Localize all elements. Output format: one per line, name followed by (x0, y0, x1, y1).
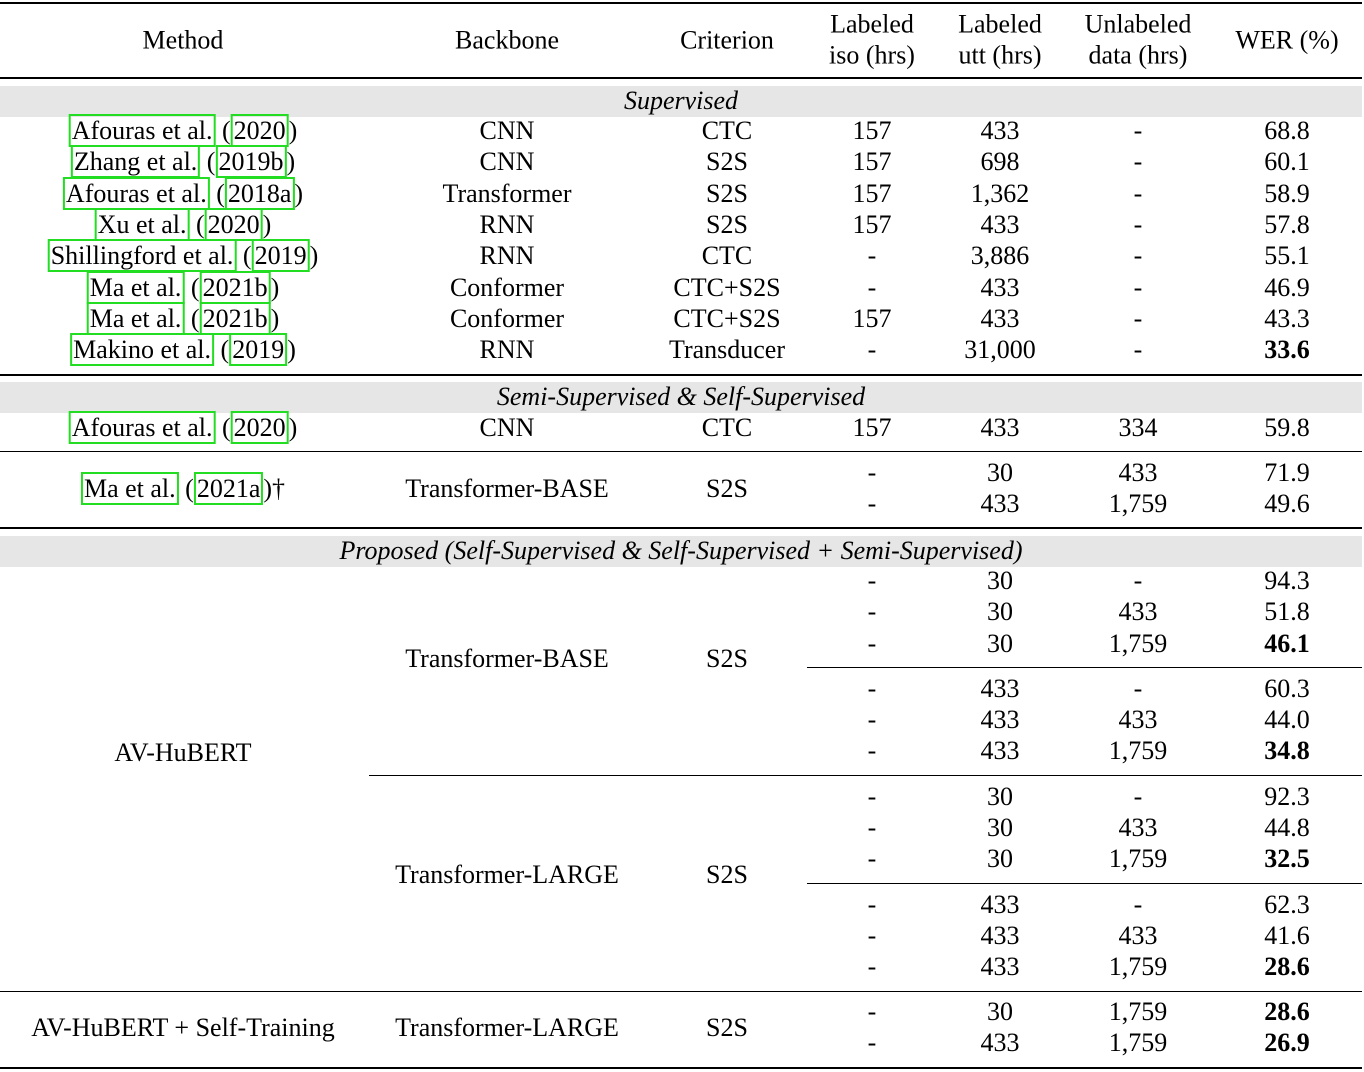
backbone-cell: CNN (479, 116, 535, 145)
backbone-cell: RNN (479, 241, 535, 270)
wer-cell: 57.8 (1264, 210, 1310, 239)
labeled-iso-cell: - (867, 566, 877, 595)
header-labeled-iso: Labeled (830, 9, 914, 39)
method-cell: AV-HuBERT + Self-Training (31, 1013, 335, 1042)
citation-author-link[interactable]: Afouras et al. (69, 411, 216, 444)
unlabeled-data-cell: - (1133, 782, 1143, 811)
citation-year-link[interactable]: 2020 (231, 114, 289, 147)
method-citation: Ma et al. ( 2021b ) (87, 304, 280, 334)
wer-cell: 32.5 (1264, 844, 1310, 873)
header-unlabeled-unit: data (hrs) (1088, 40, 1188, 70)
labeled-utt-cell: 30 (987, 458, 1013, 487)
wer-cell: 28.6 (1264, 997, 1310, 1026)
citation-author-link[interactable]: Shillingford et al. (48, 239, 237, 272)
wer-cell: 34.8 (1264, 736, 1310, 765)
header-backbone: Backbone (455, 25, 559, 55)
header-labeled-utt-unit: utt (hrs) (958, 40, 1042, 70)
labeled-utt-cell: 433 (980, 921, 1020, 950)
backbone-cell: Conformer (449, 273, 565, 302)
labeled-iso-cell: - (867, 597, 877, 626)
wer-cell: 44.8 (1264, 813, 1310, 842)
labeled-iso-cell: 157 (852, 147, 892, 176)
unlabeled-data-cell: - (1133, 241, 1143, 270)
labeled-utt-cell: 31,000 (964, 335, 1036, 364)
backbone-cell: RNN (479, 210, 535, 239)
labeled-utt-cell: 3,886 (970, 241, 1030, 270)
labeled-iso-cell: - (867, 782, 877, 811)
wer-cell: 46.9 (1264, 273, 1310, 302)
labeled-utt-cell: 30 (987, 813, 1013, 842)
wer-cell: 60.3 (1264, 674, 1310, 703)
labeled-iso-cell: - (867, 705, 877, 734)
unlabeled-data-cell: 433 (1118, 597, 1158, 626)
labeled-iso-cell: - (867, 997, 877, 1026)
header-method: Method (142, 25, 224, 55)
labeled-utt-cell: 30 (987, 844, 1013, 873)
wer-cell: 43.3 (1264, 304, 1310, 333)
labeled-utt-cell: 30 (987, 997, 1013, 1026)
citation-year-link[interactable]: 2020 (205, 208, 263, 241)
labeled-iso-cell: - (867, 458, 877, 487)
method-citation: Makino et al. ( 2019 ) (70, 335, 296, 365)
backbone-cell: Transformer-LARGE (395, 1013, 619, 1042)
unlabeled-data-cell: 1,759 (1108, 736, 1168, 765)
header-unlabeled: Unlabeled (1084, 9, 1192, 39)
unlabeled-data-cell: - (1133, 147, 1143, 176)
wer-cell: 49.6 (1264, 489, 1310, 518)
section-semi-self-label: Semi-Supervised & Self-Supervised (496, 382, 866, 411)
labeled-utt-cell: 698 (980, 147, 1020, 176)
unlabeled-data-cell: - (1133, 210, 1143, 239)
labeled-iso-cell: - (867, 273, 877, 302)
criterion-cell: CTC+S2S (673, 304, 781, 333)
labeled-utt-cell: 30 (987, 597, 1013, 626)
backbone-cell: CNN (479, 147, 535, 176)
block-rule (369, 775, 1362, 776)
criterion-cell: CTC+S2S (673, 273, 781, 302)
bottom-rule (0, 1067, 1362, 1069)
header-rule (0, 77, 1362, 79)
labeled-iso-cell: - (867, 1028, 877, 1057)
labeled-iso-cell: - (867, 674, 877, 703)
method-cell: AV-HuBERT (114, 738, 252, 767)
labeled-iso-cell: 157 (852, 210, 892, 239)
method-citation: Afouras et al. ( 2020 ) (69, 116, 298, 146)
labeled-utt-cell: 433 (980, 1028, 1020, 1057)
unlabeled-data-cell: 1,759 (1108, 1028, 1168, 1057)
header-criterion: Criterion (680, 25, 774, 55)
citation-author-link[interactable]: Xu et al. (95, 208, 190, 241)
labeled-utt-cell: 433 (980, 210, 1020, 239)
labeled-iso-cell: 157 (852, 179, 892, 208)
criterion-cell: S2S (706, 474, 748, 503)
criterion-cell: S2S (706, 644, 748, 673)
section-proposed-label: Proposed (Self-Supervised & Self-Supervised + Semi-Supervised) (339, 536, 1023, 565)
wer-cell: 33.6 (1264, 335, 1310, 364)
labeled-utt-cell: 433 (980, 736, 1020, 765)
criterion-cell: S2S (706, 179, 748, 208)
citation-author-link[interactable]: Ma et al. (87, 271, 185, 304)
method-citation: Shillingford et al. ( 2019 ) (48, 241, 319, 271)
wer-cell: 94.3 (1264, 566, 1310, 595)
unlabeled-data-cell: 1,759 (1108, 844, 1168, 873)
labeled-utt-cell: 433 (980, 304, 1020, 333)
wer-cell: 62.3 (1264, 890, 1310, 919)
labeled-iso-cell: - (867, 489, 877, 518)
labeled-iso-cell: 157 (852, 304, 892, 333)
method-citation: Afouras et al. ( 2018a ) (63, 179, 303, 209)
backbone-cell: Transformer-BASE (405, 644, 609, 673)
unlabeled-data-cell: - (1133, 890, 1143, 919)
citation-year-link[interactable]: 2018a (225, 177, 295, 210)
unlabeled-data-cell: 433 (1118, 458, 1158, 487)
unlabeled-data-cell: 1,759 (1108, 629, 1168, 658)
header-labeled-utt: Labeled (958, 9, 1042, 39)
unlabeled-data-cell: 1,759 (1108, 952, 1168, 981)
labeled-iso-cell: - (867, 629, 877, 658)
citation-year-link[interactable]: 2021a (194, 472, 264, 505)
labeled-utt-cell: 433 (980, 413, 1020, 442)
wer-cell: 55.1 (1264, 241, 1310, 270)
supervised-bottom-rule (0, 374, 1362, 376)
unlabeled-data-cell: 433 (1118, 705, 1158, 734)
criterion-cell: S2S (706, 210, 748, 239)
citation-author-link[interactable]: Afouras et al. (63, 177, 210, 210)
wer-cell: 46.1 (1264, 629, 1310, 658)
wer-cell: 60.1 (1264, 147, 1310, 176)
labeled-utt-cell: 433 (980, 952, 1020, 981)
header-labeled-iso-unit: iso (hrs) (829, 40, 915, 70)
backbone-cell: CNN (479, 413, 535, 442)
group-rule (807, 667, 1362, 668)
criterion-cell: CTC (701, 241, 753, 270)
wer-cell: 51.8 (1264, 597, 1310, 626)
method-citation: Ma et al. ( 2021b ) (87, 273, 280, 303)
method-citation: Xu et al. ( 2020 ) (95, 210, 272, 240)
citation-year-link[interactable]: 2019 (252, 239, 310, 272)
criterion-cell: CTC (701, 116, 753, 145)
citation-author-link[interactable]: Ma et al. (87, 302, 185, 335)
criterion-cell: S2S (706, 860, 748, 889)
section-supervised-label: Supervised (623, 86, 739, 115)
wer-cell: 59.8 (1264, 413, 1310, 442)
citation-year-link[interactable]: 2021b (200, 302, 271, 335)
labeled-iso-cell: - (867, 241, 877, 270)
citation-author-link[interactable]: Makino et al. (70, 333, 214, 366)
unlabeled-data-cell: 1,759 (1108, 997, 1168, 1026)
labeled-iso-cell: 157 (852, 413, 892, 442)
backbone-cell: Transformer (442, 179, 572, 208)
backbone-cell: Transformer-BASE (405, 474, 609, 503)
labeled-iso-cell: - (867, 844, 877, 873)
wer-cell: 26.9 (1264, 1028, 1310, 1057)
labeled-iso-cell: - (867, 813, 877, 842)
unlabeled-data-cell: - (1133, 304, 1143, 333)
unlabeled-data-cell: - (1133, 179, 1143, 208)
labeled-utt-cell: 433 (980, 489, 1020, 518)
wer-cell: 58.9 (1264, 179, 1310, 208)
wer-cell: 44.0 (1264, 705, 1310, 734)
labeled-iso-cell: - (867, 736, 877, 765)
wer-cell: 92.3 (1264, 782, 1310, 811)
criterion-cell: S2S (706, 147, 748, 176)
labeled-iso-cell: - (867, 890, 877, 919)
labeled-utt-cell: 433 (980, 705, 1020, 734)
semi-mid-rule (0, 451, 1362, 452)
header-wer: WER (%) (1235, 25, 1339, 55)
unlabeled-data-cell: 433 (1118, 921, 1158, 950)
criterion-cell: S2S (706, 1013, 748, 1042)
citation-year-link[interactable]: 2019 (229, 333, 287, 366)
labeled-utt-cell: 433 (980, 890, 1020, 919)
top-rule (0, 2, 1362, 4)
wer-cell: 28.6 (1264, 952, 1310, 981)
labeled-iso-cell: - (867, 335, 877, 364)
semi-bottom-rule (0, 527, 1362, 529)
method-citation: Ma et al. ( 2021a )† (81, 474, 285, 504)
criterion-cell: Transducer (668, 335, 786, 364)
avhubert-bottom-rule (0, 991, 1362, 992)
citation-author-link[interactable]: Afouras et al. (69, 114, 216, 147)
citation-author-link[interactable]: Ma et al. (81, 472, 179, 505)
labeled-utt-cell: 433 (980, 674, 1020, 703)
unlabeled-data-cell: - (1133, 566, 1143, 595)
method-citation: Afouras et al. ( 2020 ) (69, 413, 298, 443)
backbone-cell: Transformer-LARGE (395, 860, 619, 889)
group-rule (807, 883, 1362, 884)
labeled-utt-cell: 433 (980, 273, 1020, 302)
backbone-cell: RNN (479, 335, 535, 364)
labeled-utt-cell: 1,362 (970, 179, 1030, 208)
citation-year-link[interactable]: 2019b (215, 145, 286, 178)
labeled-iso-cell: - (867, 921, 877, 950)
unlabeled-data-cell: - (1133, 335, 1143, 364)
criterion-cell: CTC (701, 413, 753, 442)
wer-cell: 68.8 (1264, 116, 1310, 145)
citation-year-link[interactable]: 2020 (231, 411, 289, 444)
backbone-cell: Conformer (449, 304, 565, 333)
unlabeled-data-cell: - (1133, 116, 1143, 145)
unlabeled-data-cell: 334 (1118, 413, 1158, 442)
labeled-iso-cell: - (867, 952, 877, 981)
labeled-utt-cell: 30 (987, 782, 1013, 811)
unlabeled-data-cell: - (1133, 674, 1143, 703)
unlabeled-data-cell: 433 (1118, 813, 1158, 842)
wer-cell: 41.6 (1264, 921, 1310, 950)
unlabeled-data-cell: 1,759 (1108, 489, 1168, 518)
labeled-utt-cell: 30 (987, 629, 1013, 658)
method-citation: Zhang et al. ( 2019b ) (71, 147, 295, 177)
labeled-utt-cell: 433 (980, 116, 1020, 145)
unlabeled-data-cell: - (1133, 273, 1143, 302)
wer-cell: 71.9 (1264, 458, 1310, 487)
citation-year-link[interactable]: 2021b (200, 271, 271, 304)
labeled-iso-cell: 157 (852, 116, 892, 145)
citation-author-link[interactable]: Zhang et al. (71, 145, 200, 178)
labeled-utt-cell: 30 (987, 566, 1013, 595)
